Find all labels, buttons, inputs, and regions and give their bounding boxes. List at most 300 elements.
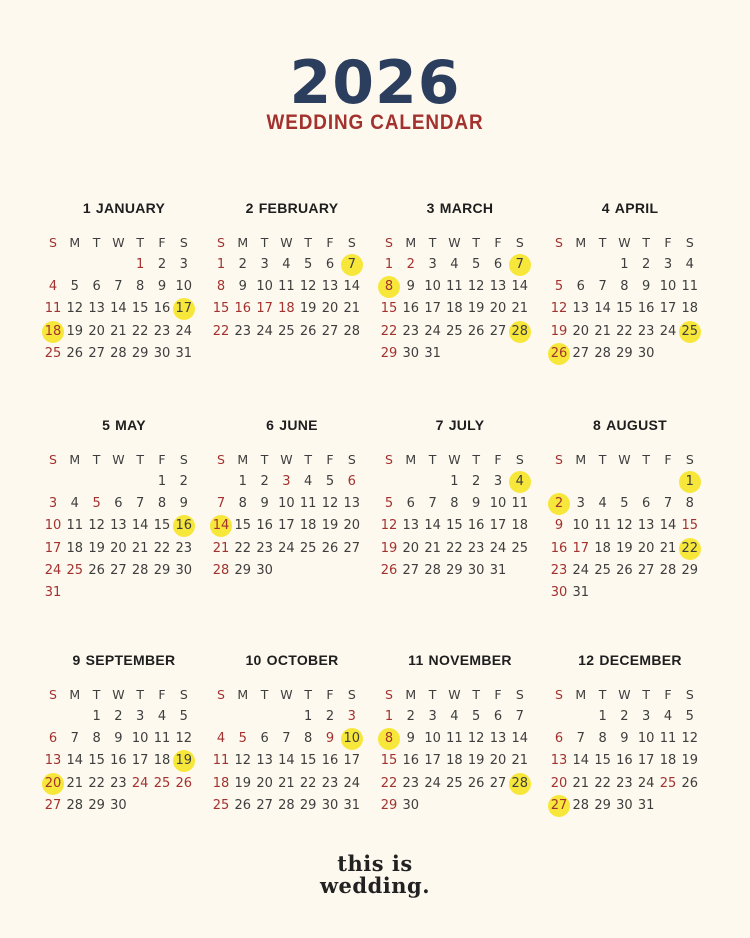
day-cell: 24 [343,775,361,791]
day-cell: 16 [321,753,339,769]
day-cell: 21 [131,540,149,556]
day-cell: 11 [66,518,84,534]
day-cell: 26 [299,323,317,339]
day-cell: 12 [380,518,398,534]
day-cell: 9 [157,279,167,295]
logo-line-1: this is [337,851,413,876]
weekday-header: F [664,235,672,250]
day-cell: 4 [663,709,673,724]
day-cell: 15 [380,753,398,769]
day-cell: 13 [550,753,568,769]
day-cell: 24 [256,323,273,339]
day-cell: 8 [685,496,694,512]
day-cell: 26 [321,540,339,556]
weekday-header: M [69,235,81,250]
day-cell: 5 [70,279,79,295]
day-cell: 23 [402,323,420,339]
day-cell: 27 [88,345,105,361]
day-cell: 25 [153,775,171,791]
day-cell: 15 [681,518,699,534]
day-cell: 24 [175,323,193,339]
day-cell: 3 [48,496,58,512]
weekday-header: W [448,687,461,702]
day-cell: 15 [88,753,105,769]
day-cell: 16 [550,540,568,556]
month-title [378,200,542,216]
day-cell: 2 [157,257,167,272]
weekday-header: T [260,452,269,467]
day-cell: 5 [620,496,629,512]
day-cell: 8 [450,496,459,512]
day-cell: 27 [44,797,62,813]
day-cell: 23 [402,775,420,791]
day-cell: 6 [114,496,123,512]
day-cell: 29 [153,562,171,578]
day-cell: 15 [234,518,252,534]
month-number: 5 [102,417,111,433]
day-cell: 26 [681,775,699,791]
day-cell: 19 [321,518,339,534]
day-cell: 28 [278,797,295,813]
weekday-header: T [428,687,437,702]
day-cell: 14 [424,518,441,534]
weekday-header: T [642,452,650,467]
weekday-header: T [428,452,437,467]
day-cell: 12 [681,731,699,747]
weekday-header: S [179,235,188,250]
weekday-header: F [494,235,502,250]
day-cell: 30 [153,345,171,361]
day-cell: 20 [88,323,105,339]
day-cell: 13 [88,301,105,317]
month-name: MAY [115,417,146,433]
wedding-date: 27 [548,795,570,817]
day-cell: 31 [489,562,507,578]
month-name: JUNE [279,417,318,433]
day-cell: 13 [343,496,361,512]
month-name: DECEMBER [599,652,682,668]
day-cell: 23 [234,323,252,339]
month-title [378,417,542,433]
day-cell: 30 [616,797,633,813]
day-cell: 18 [66,540,84,556]
day-cell: 16 [637,301,655,317]
day-cell: 10 [256,279,273,295]
weekday-header: M [237,452,249,467]
month-number: 11 [408,652,424,668]
day-cell: 14 [511,279,529,295]
day-cell: 12 [321,496,339,512]
day-cell: 6 [325,257,335,272]
day-cell: 2 [238,257,247,272]
day-cell: 18 [212,775,230,791]
day-cell: 22 [131,323,149,339]
day-cell: 26 [66,345,84,361]
day-cell: 23 [175,540,193,556]
day-cell: 27 [321,323,339,339]
day-cell: 31 [343,797,361,813]
day-cell: 19 [616,540,633,556]
day-cell: 20 [637,540,655,556]
weekday-header: S [555,235,563,250]
wedding-date: 8 [378,728,400,750]
day-cell: 16 [402,301,420,317]
month-number: 6 [266,417,275,433]
day-cell: 14 [278,753,295,769]
day-cell: 11 [153,731,171,747]
day-cell: 28 [424,562,441,578]
day-cell: 20 [489,301,507,317]
weekday-header: T [136,235,144,250]
weekday-header: T [92,687,101,702]
day-cell: 15 [153,518,171,534]
day-cell: 14 [343,279,361,295]
weekday-header: S [685,452,694,467]
day-cell: 11 [446,279,463,295]
day-cell: 24 [278,540,295,556]
day-cell: 31 [175,345,193,361]
day-cell: 12 [467,279,485,295]
weekday-header: M [575,235,587,250]
weekday-header: F [158,687,166,702]
day-cell: 18 [446,753,463,769]
day-cell: 3 [347,709,356,724]
day-cell: 25 [299,540,317,556]
day-cell: 7 [216,496,226,512]
day-cell: 23 [321,775,339,791]
day-cell: 20 [489,753,507,769]
day-cell: 16 [616,753,633,769]
day-cell: 17 [572,540,590,556]
day-cell: 16 [402,753,420,769]
day-cell: 29 [88,797,105,813]
day-cell: 19 [550,323,568,339]
year-title: 2026 [289,48,461,118]
day-cell: 18 [594,540,611,556]
weekday-header: M [237,235,249,250]
day-cell: 15 [131,301,149,317]
day-cell: 3 [576,496,585,512]
day-cell: 27 [637,562,655,578]
wedding-date: 7 [341,254,363,276]
weekday-header: S [217,235,225,250]
day-cell: 19 [467,753,485,769]
weekday-header: S [49,452,57,467]
weekday-header: T [136,687,144,702]
day-cell: 6 [493,257,503,272]
wedding-date: 19 [173,750,195,772]
day-cell: 21 [66,775,84,791]
day-cell: 27 [110,562,127,578]
day-cell: 19 [88,540,105,556]
day-cell: 4 [450,257,459,272]
weekday-header: M [405,235,417,250]
weekday-header: T [598,687,607,702]
day-cell: 5 [554,279,564,295]
day-cell: 3 [260,257,269,272]
weekday-header: M [575,687,587,702]
day-cell: 2 [642,257,651,272]
month-title [378,652,542,668]
day-cell: 4 [216,731,226,747]
wedding-date: 8 [378,276,400,298]
month-number: 1 [82,200,91,216]
month-name: FEBRUARY [258,200,339,216]
day-cell: 10 [424,731,441,747]
day-cell: 30 [402,797,420,813]
day-cell: 1 [216,257,226,272]
weekday-header: F [664,687,672,702]
weekday-header: W [618,452,631,467]
weekday-header: F [326,235,334,250]
day-cell: 8 [238,496,247,512]
month-name: NOVEMBER [428,652,512,668]
day-cell: 3 [428,709,437,724]
day-cell: 19 [234,775,252,791]
day-cell: 1 [136,257,145,272]
day-cell: 9 [554,518,564,534]
day-cell: 4 [282,257,291,272]
day-cell: 27 [256,797,273,813]
weekday-header: W [280,235,293,250]
day-cell: 19 [299,301,317,317]
logo-line-2: wedding. [319,873,431,898]
day-cell: 26 [616,562,633,578]
day-cell: 17 [637,753,655,769]
weekday-header: S [555,687,563,702]
weekday-header: F [158,452,166,467]
weekday-header: T [642,235,650,250]
weekday-header: T [304,452,312,467]
day-cell: 31 [424,345,441,361]
month-name: JULY [448,417,485,433]
weekday-header: S [179,687,188,702]
day-cell: 23 [467,540,485,556]
day-cell: 9 [325,731,335,747]
wedding-date: 17 [173,298,195,320]
day-cell: 23 [110,775,127,791]
day-cell: 17 [343,753,361,769]
day-cell: 17 [659,301,677,317]
weekday-header: T [598,235,607,250]
day-cell: 26 [175,775,193,791]
day-cell: 12 [88,518,105,534]
day-cell: 2 [406,257,415,272]
day-cell: 5 [472,257,481,272]
day-cell: 1 [598,709,607,724]
day-cell: 30 [637,345,655,361]
weekday-header: S [555,452,563,467]
day-cell: 11 [511,496,529,512]
day-cell: 11 [299,496,317,512]
day-cell: 22 [616,323,633,339]
day-cell: 27 [489,775,507,791]
day-cell: 7 [515,709,524,724]
day-cell: 25 [66,562,84,578]
day-cell: 22 [153,540,171,556]
day-cell: 10 [131,731,149,747]
weekday-header: S [347,235,356,250]
day-cell: 20 [343,518,361,534]
day-cell: 10 [44,518,62,534]
weekday-header: S [385,452,393,467]
day-cell: 21 [343,301,361,317]
day-cell: 21 [594,323,611,339]
weekday-header: M [69,452,81,467]
day-cell: 9 [406,279,415,295]
day-cell: 4 [450,709,459,724]
day-cell: 6 [92,279,101,295]
day-cell: 9 [114,731,123,747]
day-cell: 24 [424,323,441,339]
day-cell: 8 [598,731,607,747]
day-cell: 29 [299,797,317,813]
month-number: 12 [578,652,595,668]
weekday-header: S [49,235,57,250]
day-cell: 22 [234,540,252,556]
day-cell: 11 [44,301,62,317]
day-cell: 25 [278,323,295,339]
day-cell: 23 [153,323,171,339]
day-cell: 14 [511,731,529,747]
wedding-date: 28 [509,773,531,795]
day-cell: 29 [594,797,611,813]
weekday-header: W [618,687,631,702]
day-cell: 5 [238,731,247,747]
day-cell: 8 [216,279,226,295]
month-name: SEPTEMBER [85,652,176,668]
day-cell: 7 [576,731,585,747]
day-cell: 21 [212,540,230,556]
day-cell: 13 [489,731,507,747]
weekday-header: S [385,687,393,702]
day-cell: 17 [256,301,273,317]
day-cell: 7 [136,496,145,512]
day-cell: 13 [489,279,507,295]
day-cell: 5 [179,709,188,724]
weekday-header: W [448,235,461,250]
day-cell: 10 [489,496,507,512]
day-cell: 20 [256,775,273,791]
month-title [548,200,712,216]
day-cell: 19 [380,540,398,556]
day-cell: 17 [489,518,507,534]
day-cell: 27 [343,540,361,556]
brand-logo [0,853,750,897]
day-cell: 6 [642,496,651,512]
day-cell: 3 [642,709,651,724]
calendar-subtitle: WEDDING CALENDAR [266,111,484,134]
day-cell: 2 [114,709,123,724]
month-name: OCTOBER [266,652,339,668]
day-cell: 30 [175,562,193,578]
day-cell: 7 [114,279,123,295]
day-cell: 13 [44,753,62,769]
weekday-header: T [642,687,650,702]
day-cell: 20 [572,323,590,339]
day-cell: 26 [380,562,398,578]
day-cell: 29 [131,345,149,361]
day-cell: 30 [256,562,273,578]
day-cell: 24 [572,562,590,578]
wedding-date: 20 [42,773,64,795]
month-title [42,200,206,216]
day-cell: 6 [347,474,356,489]
month-title [548,652,712,668]
weekday-header: T [260,235,269,250]
day-cell: 18 [446,301,463,317]
day-cell: 31 [572,585,590,600]
day-cell: 20 [402,540,420,556]
day-cell: 21 [278,775,295,791]
day-cell: 26 [88,562,105,578]
weekday-header: T [260,687,269,702]
weekday-header: S [179,452,188,467]
wedding-date: 4 [509,471,531,493]
day-cell: 28 [212,562,230,578]
month-number: 2 [245,200,254,216]
day-cell: 7 [663,496,673,512]
day-cell: 30 [321,797,339,813]
weekday-header: S [685,687,694,702]
day-cell: 2 [260,474,269,489]
day-cell: 14 [110,301,127,317]
day-cell: 27 [572,345,590,361]
day-cell: 9 [642,279,651,295]
day-cell: 1 [157,474,167,489]
weekday-header: W [112,687,125,702]
weekday-header: S [515,687,524,702]
month-number: 7 [435,417,444,433]
day-cell: 8 [620,279,629,295]
month-title [42,652,206,668]
day-cell: 21 [659,540,677,556]
day-cell: 19 [467,301,485,317]
day-cell: 1 [450,474,459,489]
weekday-header: T [428,235,437,250]
month-title [548,417,712,433]
day-cell: 13 [637,518,655,534]
day-cell: 17 [44,540,62,556]
day-cell: 9 [179,496,188,512]
day-cell: 31 [44,585,62,600]
day-cell: 11 [659,731,677,747]
day-cell: 4 [598,496,607,512]
day-cell: 2 [406,709,415,724]
weekday-header: M [69,687,81,702]
day-cell: 4 [304,474,313,489]
day-cell: 25 [212,797,230,813]
day-cell: 20 [321,301,339,317]
wedding-date: 28 [509,321,531,343]
weekday-header: S [217,687,225,702]
day-cell: 12 [616,518,633,534]
day-cell: 4 [685,257,694,272]
weekday-header: T [598,452,607,467]
day-cell: 6 [493,709,503,724]
day-cell: 13 [321,279,339,295]
day-cell: 3 [663,257,673,272]
month-name: AUGUST [606,417,667,433]
month-title [210,417,374,433]
day-cell: 25 [511,540,529,556]
day-cell: 9 [260,496,269,512]
wedding-date: 2 [548,493,570,515]
weekday-header: F [494,452,502,467]
weekday-header: F [664,452,672,467]
day-cell: 15 [380,301,398,317]
day-cell: 4 [70,496,79,512]
